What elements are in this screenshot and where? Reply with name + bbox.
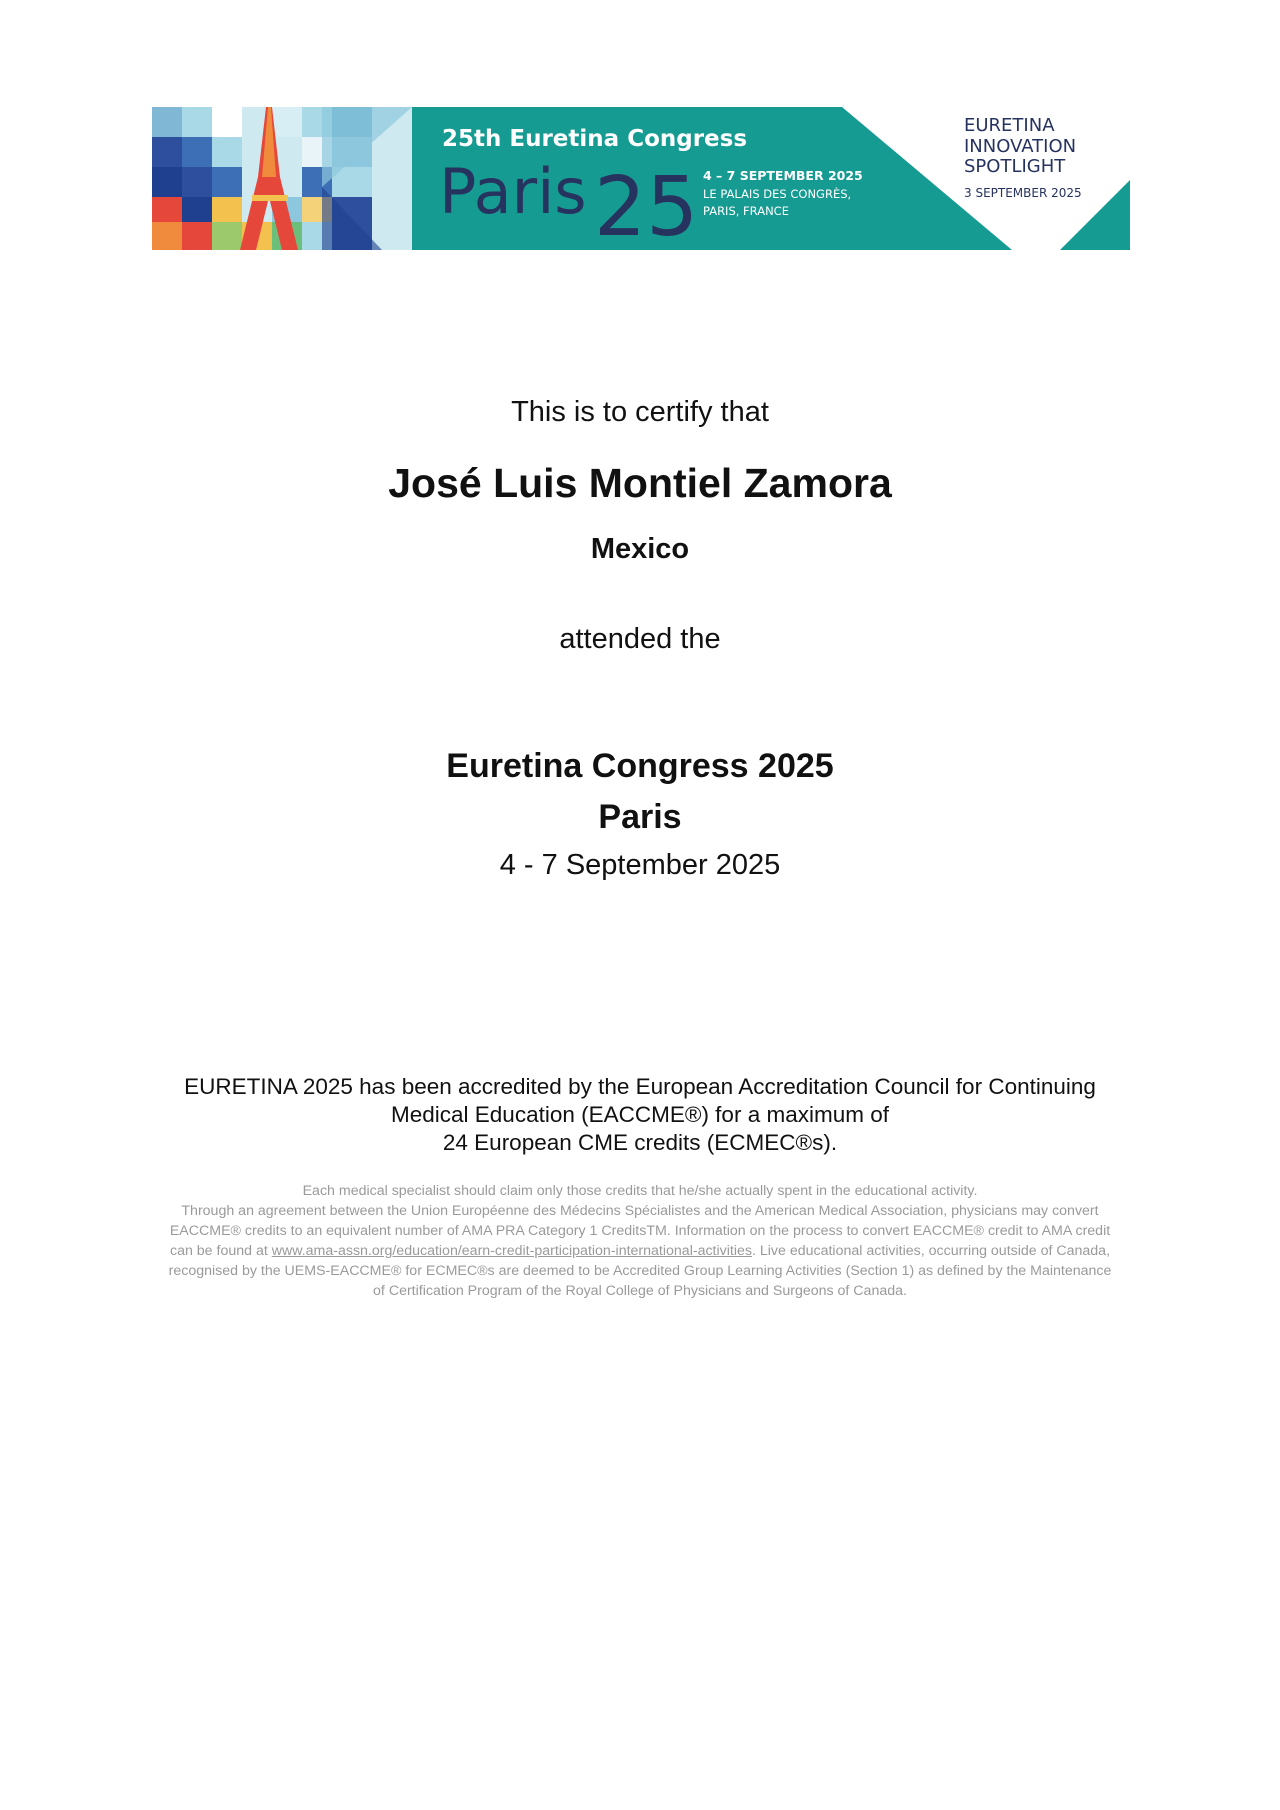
banner-congress-line: 25th Euretina Congress bbox=[442, 126, 748, 152]
recipient-country: Mexico bbox=[590, 533, 690, 565]
attended-text: attended the bbox=[559, 623, 721, 655]
spotlight-line3: SPOTLIGHT bbox=[964, 156, 1066, 177]
banner-venue-line2: PARIS, FRANCE bbox=[703, 204, 789, 218]
spotlight-line2: INNOVATION bbox=[964, 136, 1077, 157]
congress-banner bbox=[152, 107, 1130, 250]
eiffel-mosaic-artwork bbox=[152, 107, 412, 250]
fine-print-text: . Live educational activities, occurring outside of Canada, bbox=[751, 1243, 1111, 1259]
event-dates: 4 - 7 September 2025 bbox=[499, 849, 781, 881]
certify-intro: This is to certify that bbox=[511, 396, 769, 428]
banner-graphic bbox=[152, 107, 1130, 250]
banner-venue-line1: LE PALAIS DES CONGRÈS, bbox=[703, 187, 852, 201]
ama-link[interactable]: www.ama-assn.org/education/earn-credit-participation-international-activities bbox=[271, 1243, 752, 1259]
fine-print-text: can be found at bbox=[169, 1243, 272, 1259]
event-city: Paris bbox=[598, 798, 682, 836]
accreditation-statement bbox=[0, 1073, 1280, 1157]
fine-print bbox=[0, 1181, 1280, 1301]
banner-date-line: 4 – 7 SEPTEMBER 2025 bbox=[703, 168, 863, 183]
accreditation-line: 24 European CME credits (ECMEC®s). bbox=[442, 1130, 838, 1155]
fine-print-line bbox=[0, 1241, 1280, 1261]
spotlight-date: 3 SEPTEMBER 2025 bbox=[964, 186, 1082, 200]
banner-city-word: Paris bbox=[439, 155, 587, 228]
fine-print-line: recognised by the UEMS-EACCME® for ECMEC®s are deemed to be Accredited Group Learning Activities (Section 1) as defined by the Maintenance bbox=[168, 1263, 1112, 1279]
banner-big-number: 25 bbox=[594, 160, 699, 250]
fine-print-line: EACCME® credits to an equivalent number of AMA PRA Category 1 CreditsTM. Information on the process to convert EACCME® credit to AMA credit bbox=[169, 1223, 1111, 1239]
accreditation-line: EURETINA 2025 has been accredited by the European Accreditation Council for Continuing bbox=[184, 1074, 1096, 1099]
recipient-name: José Luis Montiel Zamora bbox=[388, 460, 892, 506]
fine-print-line: Through an agreement between the Union Européenne des Médecins Spécialistes and the American Medical Association, physicians may convert bbox=[181, 1203, 1099, 1219]
spotlight-line1: EURETINA bbox=[964, 115, 1055, 136]
fine-print-line: of Certification Program of the Royal College of Physicians and Surgeons of Canada. bbox=[373, 1283, 907, 1299]
fine-print-line: Each medical specialist should claim only those credits that he/she actually spent in the educational activity. bbox=[302, 1183, 978, 1199]
accreditation-line: Medical Education (EACCME®) for a maximum of bbox=[391, 1102, 889, 1127]
event-name: Euretina Congress 2025 bbox=[446, 747, 834, 785]
